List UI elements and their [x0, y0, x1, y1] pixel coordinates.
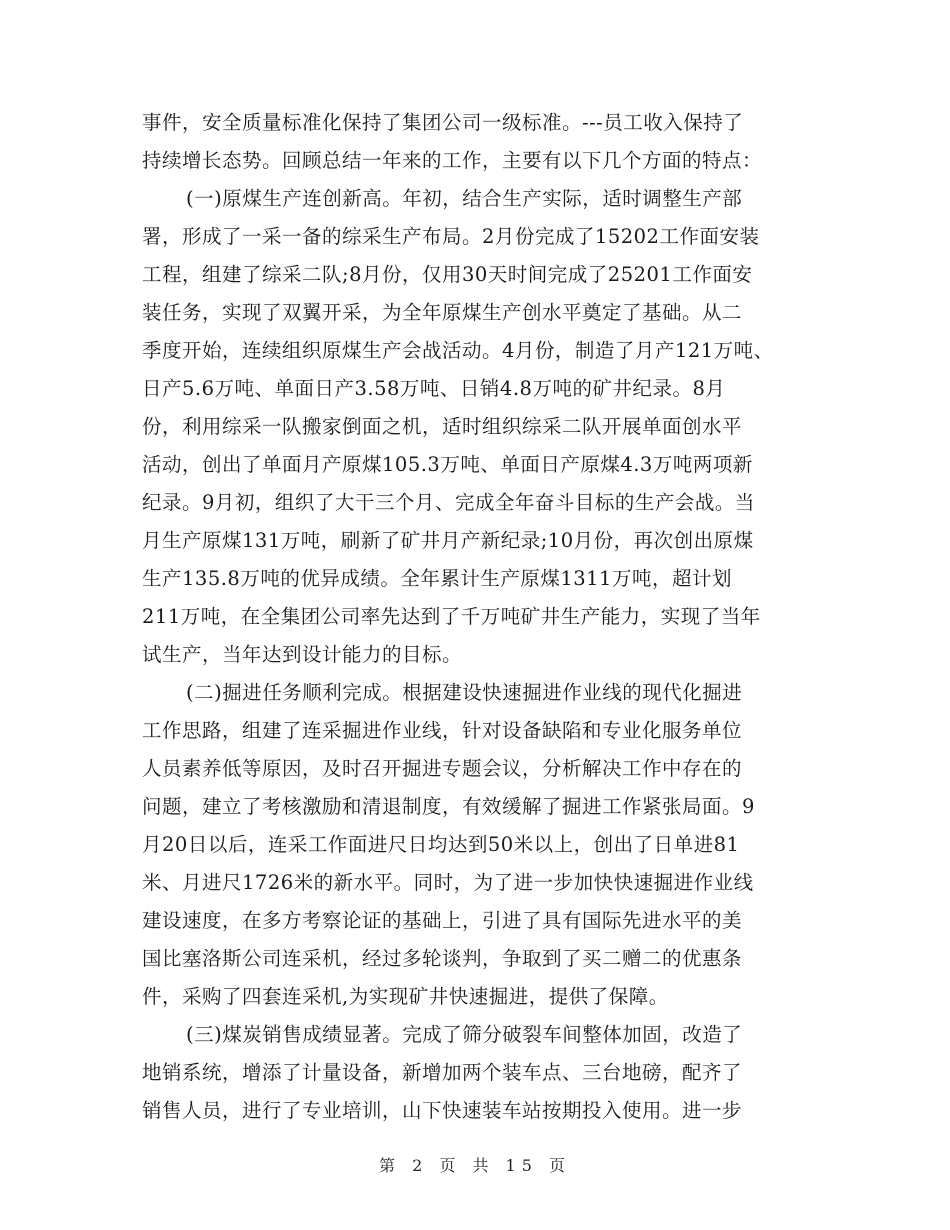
text-line: 销售人员，进行了专业培训，山下快速装车站按期投入使用。进一步	[142, 1099, 743, 1122]
text-line: 地销系统，增添了计量设备，新增加两个装车点、三台地磅，配齐了	[142, 1061, 743, 1084]
text-line: 署，形成了一采一备的综采生产布局。2月份完成了15202工作面安装	[142, 225, 760, 248]
paragraph-heading-line: (二)掘进任务顺利完成。根据建设快速掘进作业线的现代化掘进	[186, 681, 743, 704]
text-line: 季度开始，连续组织原煤生产会战活动。4月份，制造了月产121万吨、	[142, 339, 774, 362]
text-line: 工程，组建了综采二队;8月份，仅用30天时间完成了25201工作面安	[142, 263, 753, 286]
text-line: 生产135.8万吨的优异成绩。全年累计生产原煤1311万吨，超计划	[142, 567, 732, 590]
text-line: 日产5.6万吨、单面日产3.58万吨、日销4.8万吨的矿井纪录。8月	[142, 377, 726, 400]
text-line: 份，利用综采一队搬家倒面之机，适时组织综采二队开展单面创水平	[142, 415, 743, 438]
text-line: 月生产原煤131万吨，刷新了矿井月产新纪录;10月份，再次创出原煤	[142, 529, 754, 552]
text-line: 试生产，当年达到设计能力的目标。	[142, 643, 463, 666]
text-line: 事件，安全质量标准化保持了集团公司一级标准。---员工收入保持了	[142, 111, 744, 134]
text-line: 装任务，实现了双翼开采，为全年原煤生产创水平奠定了基础。从二	[142, 301, 743, 324]
text-line: 人员素养低等原因，及时召开掘进专题会议，分析解决工作中存在的	[142, 757, 743, 780]
text-line: 活动，创出了单面月产原煤105.3万吨、单面日产原煤4.3万吨两项新	[142, 453, 753, 476]
text-line: 纪录。9月初，组织了大干三个月、完成全年奋斗目标的生产会战。当	[142, 491, 755, 514]
paragraph-heading-line: (三)煤炭销售成绩显著。完成了筛分破裂车间整体加固，改造了	[186, 1023, 743, 1046]
text-line: 米、月进尺1726米的新水平。同时，为了进一步加快快速掘进作业线	[142, 871, 754, 894]
text-line: 建设速度，在多方考察论证的基础上，引进了具有国际先进水平的美	[142, 909, 743, 932]
text-line: 月20日以后，连采工作面进尺日均达到50米以上，创出了日单进81	[142, 833, 740, 856]
text-line: 国比塞洛斯公司连采机，经过多轮谈判，争取到了买二赠二的优惠条	[142, 947, 743, 970]
text-line: 问题，建立了考核激励和清退制度，有效缓解了掘进工作紧张局面。9	[142, 795, 755, 818]
text-line: 工作思路，组建了连采掘进作业线，针对设备缺陷和专业化服务单位	[142, 719, 743, 742]
text-line: 211万吨，在全集团公司率先达到了千万吨矿井生产能力，实现了当年	[142, 605, 761, 628]
paragraph-heading-line: (一)原煤生产连创新高。年初，结合生产实际，适时调整生产部	[186, 187, 743, 210]
page-number-footer: 第 2 页 共 15 页	[379, 1156, 571, 1175]
text-line: 持续增长态势。回顾总结一年来的工作，主要有以下几个方面的特点：	[142, 149, 763, 172]
text-line: 件，采购了四套连采机,为实现矿井快速掘进，提供了保障。	[142, 985, 669, 1008]
